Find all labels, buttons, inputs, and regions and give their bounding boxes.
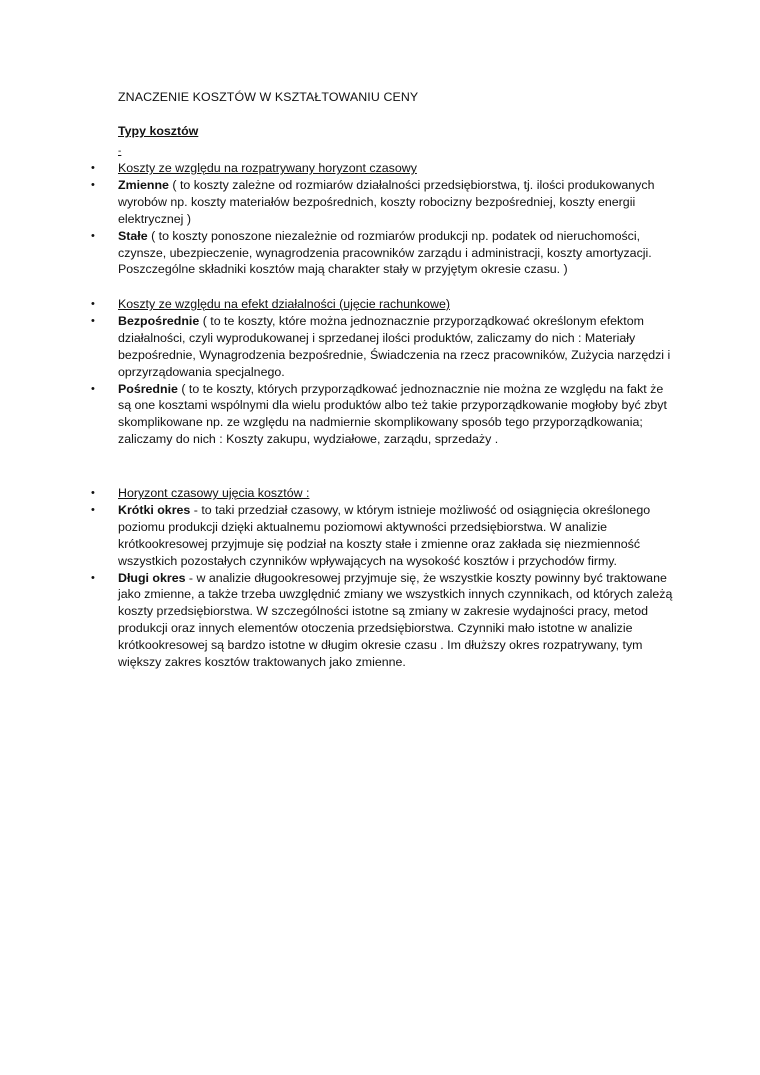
document-title: ZNACZENIE KOSZTÓW W KSZTAŁTOWANIU CENY [118,90,419,104]
definition: - to taki przedział czasowy, w którym istnieje możliwość od osiągnięcia określonego poziomu produkcji dzięki aktualnemu poziomowi aktywności przedsiębiorstwa. W analizie krótkookresowej przyjmuje się podział na koszty stałe i zmienne oraz zakłada się niezmienność wszystkich pozostałych czynników wpływających na wysokość kosztów i przychodów firmy. [118,502,651,568]
definition: ( to te koszty, które można jednoznacznie przyporządkować określonym efektom działalności, czyli wyprodukowanej i sprzedanej ilości produktów, zaliczamy do nich : Materiały bezpośrednie, Wynagrodzenia bezpośrednie, Świadczenia na rzecz pracowników, Zużycia narzędzi i oprzyrządowania specjalnego. [118,313,671,379]
list-item-heading [91,296,678,313]
list-heading: Horyzont czasowy ujęcia kosztów : [118,486,310,500]
definition: ( to koszty zależne od rozmiarów działalności przedsiębiorstwa, tj. ilości produkowanych wyrobów np. koszty materiałów bezpośrednich, koszty robocizny bezpośredniej, koszty energii elektrycznej ) [118,177,655,226]
list-item [91,228,678,279]
list-item-heading [91,485,678,502]
term: Zmienne [118,177,169,192]
term: Pośrednie [118,381,178,396]
list-item-heading [91,160,678,177]
bullet-icon: • [91,487,95,499]
term: Krótki okres [118,502,191,517]
term: Stałe [118,228,148,243]
definition: ( to koszty ponoszone niezależnie od rozmiarów produkcji np. podatek od nieruchomości, czynsze, ubezpieczenie, wynagrodzenia pracowników zarządu i administracji, koszty amortyzacji. Poszczególne składniki kosztów mają charakter stały w przyjętym okresie czasu. ) [118,228,652,277]
bullet-icon: • [91,178,95,191]
bullet-icon: • [91,162,95,174]
cost-list-effect [91,296,678,448]
term: Długi okres [118,570,186,585]
list-item [91,502,678,570]
section-subtitle: Typy kosztów [118,124,199,138]
list-item [91,381,678,449]
list-item [91,313,678,381]
bullet-icon: • [91,229,95,242]
bullet-icon: • [91,298,95,310]
bullet-icon: • [91,314,95,327]
list-item [91,570,678,671]
list-item [91,177,678,228]
time-horizon-list [91,485,678,671]
list-heading: Koszty ze względu na efekt działalności (ujęcie rachunkowe) [118,297,450,311]
bullet-icon: • [91,382,95,395]
cost-list-horizon [91,160,678,278]
dash-marker: - [118,146,122,157]
term: Bezpośrednie [118,313,200,328]
list-heading: Koszty ze względu na rozpatrywany horyzont czasowy [118,161,417,175]
definition: - w analizie długookresowej przyjmuje się, że wszystkie koszty powinny być traktowane jako zmienne, a także trzeba uwzględnić zmiany we wszystkich innych czynnikach, od których zależą koszty przedsiębiorstwa. W szczególności istotne są zmiany w zakresie wydajności pracy, metod produkcji oraz innych elementów otoczenia przedsiębiorstwa. Czynniki mało istotne w analizie krótkookresowej są bardzo istotne w długim okresie czasu . Im dłuższy okres rozpatrywany, tym większy zakres kosztów traktowanych jako zmienne. [118,570,673,670]
bullet-icon: • [91,503,95,516]
definition: ( to te koszty, których przyporządkować jednoznacznie nie można ze względu na fakt że są one kosztami wspólnymi dla wielu produktów albo też takie przyporządkowanie mogłoby być zbyt skomplikowane np. ze względu na nadmiernie skomplikowany sposób tego przyporządkowania; zaliczamy do nich : Koszty zakupu, wydziałowe, zarządu, sprzedaży . [118,381,667,447]
bullet-icon: • [91,571,95,584]
